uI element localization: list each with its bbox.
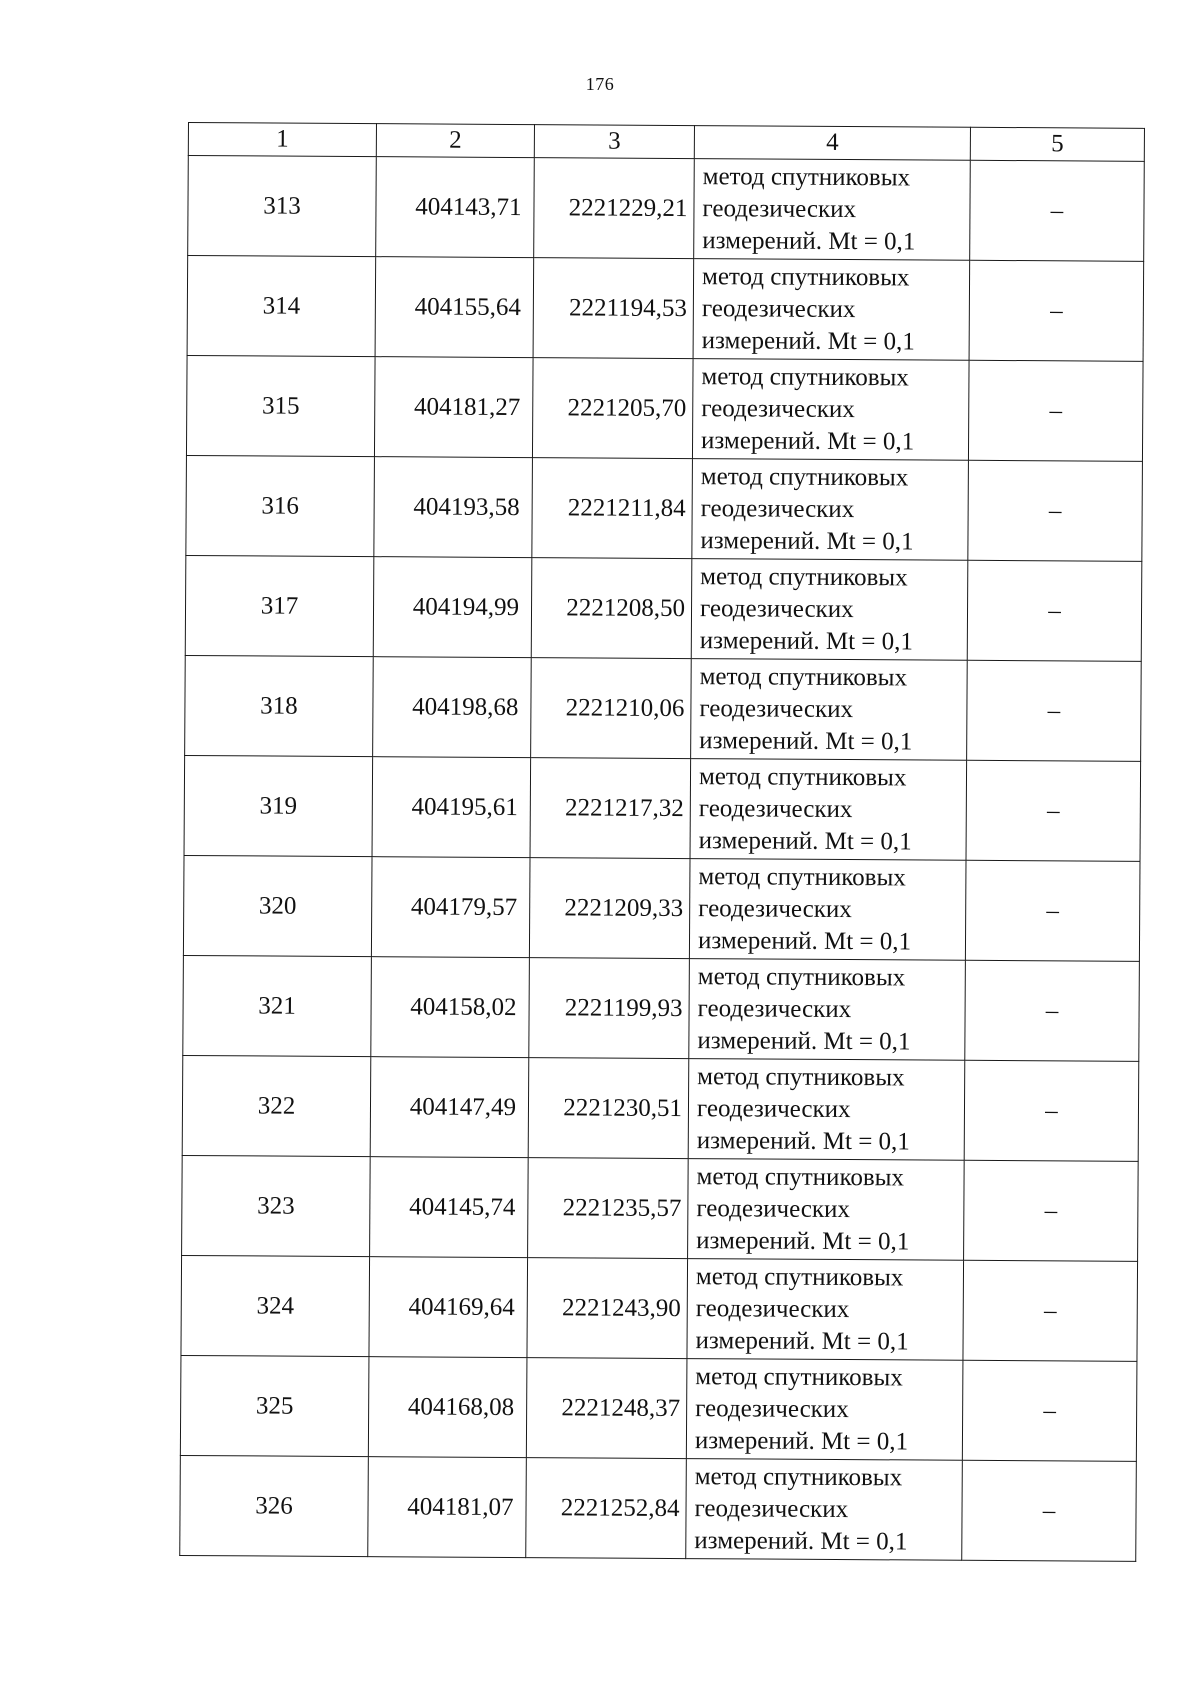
method-cell (688, 1059, 965, 1161)
coordinate-y-cell: 2221235,57 (528, 1158, 689, 1259)
table-body (180, 156, 1145, 1562)
coordinate-x-cell: 404168,08 (368, 1357, 527, 1458)
point-number-cell: 320 (183, 855, 372, 956)
method-line: измерений. Mt = 0,1 (694, 1426, 909, 1455)
method-line: геодезических (701, 294, 856, 323)
column-5-cell: – (966, 760, 1141, 861)
method-line: измерений. Mt = 0,1 (698, 826, 912, 855)
method-line: метод спутниковых (701, 362, 909, 391)
method-line: измерений. Mt = 0,1 (699, 626, 914, 655)
method-cell (691, 559, 968, 661)
coordinate-x-cell: 404181,07 (368, 1457, 527, 1558)
coordinate-y-cell: 2221217,32 (530, 758, 691, 859)
coordinate-x-cell: 404169,64 (369, 1257, 528, 1358)
column-5-cell: – (962, 1460, 1137, 1561)
point-number-cell: 316 (186, 455, 375, 556)
point-number-cell: 313 (188, 156, 377, 257)
method-line: измерений. Mt = 0,1 (700, 526, 914, 555)
coordinate-y-cell: 2221209,33 (529, 858, 690, 959)
coordinate-y-cell: 2221210,06 (531, 658, 692, 759)
column-5-cell: – (968, 460, 1143, 561)
coordinate-x-cell: 404147,49 (370, 1057, 529, 1158)
method-line: метод спутниковых (700, 562, 908, 591)
method-line: измерений. Mt = 0,1 (696, 1226, 910, 1255)
method-line: измерений. Mt = 0,1 (702, 226, 916, 255)
method-line: геодезических (699, 694, 854, 723)
coordinate-y-cell: 2221248,37 (526, 1358, 687, 1459)
table-row (184, 755, 1141, 861)
method-line: метод спутниковых (696, 1162, 905, 1191)
page-number: 176 (585, 74, 615, 94)
header-cell-5: 5 (970, 127, 1144, 161)
table-row (183, 855, 1140, 961)
method-cell (692, 359, 969, 461)
coordinate-x-cell: 404179,57 (371, 857, 530, 958)
column-5-cell: – (965, 860, 1140, 961)
coordinate-y-cell: 2221230,51 (528, 1058, 689, 1159)
coordinate-y-cell: 2221243,90 (527, 1258, 688, 1359)
coordinate-x-cell: 404145,74 (370, 1157, 529, 1258)
coordinate-x-cell: 404155,64 (375, 257, 534, 358)
method-line: измерений. Mt = 0,1 (695, 1326, 909, 1355)
method-cell (689, 959, 966, 1061)
method-cell (686, 1459, 963, 1561)
method-line: геодезических (700, 494, 855, 523)
header-cell-4: 4 (694, 126, 970, 161)
column-5-cell: – (968, 360, 1143, 461)
method-cell (694, 159, 971, 261)
method-line: метод спутниковых (698, 862, 906, 891)
method-line: геодезических (696, 1094, 851, 1123)
coordinate-y-cell: 2221208,50 (531, 558, 692, 659)
table-row (188, 156, 1145, 262)
method-line: геодезических (695, 1394, 849, 1423)
method-cell (687, 1259, 964, 1361)
column-5-cell: – (969, 260, 1144, 361)
point-number-cell: 321 (183, 955, 372, 1056)
header-cell-3: 3 (534, 125, 694, 159)
coordinate-y-cell: 2221194,53 (533, 258, 694, 359)
table-row (185, 555, 1142, 661)
table-row (186, 355, 1143, 461)
method-line: геодезических (694, 1494, 849, 1523)
method-line: измерений. Mt = 0,1 (697, 1026, 911, 1055)
method-line: метод спутниковых (699, 662, 908, 691)
column-5-cell: – (967, 560, 1142, 661)
coordinate-y-cell: 2221199,93 (529, 958, 690, 1059)
method-line: метод спутниковых (695, 1262, 904, 1291)
coordinate-y-cell: 2221211,84 (532, 458, 693, 559)
coordinate-x-cell: 404143,71 (376, 157, 535, 258)
method-line: метод спутниковых (697, 1062, 905, 1091)
coordinate-x-cell: 404158,02 (371, 957, 530, 1058)
table-row (182, 1055, 1139, 1161)
method-line: метод спутниковых (701, 262, 910, 291)
column-5-cell: – (964, 1160, 1139, 1261)
point-number-cell: 323 (182, 1155, 371, 1256)
column-5-cell: – (962, 1360, 1137, 1461)
method-line: геодезических (698, 794, 853, 823)
coordinate-y-cell: 2221229,21 (534, 158, 695, 259)
coordinates-table (179, 122, 1145, 1562)
column-5-cell: – (965, 960, 1140, 1061)
point-number-cell: 326 (180, 1455, 369, 1556)
method-line: измерений. Mt = 0,1 (697, 926, 912, 955)
method-cell (686, 1359, 963, 1461)
coordinate-x-cell: 404198,68 (373, 657, 532, 758)
method-cell (693, 259, 970, 361)
method-line: измерений. Mt = 0,1 (700, 426, 915, 455)
method-line: измерений. Mt = 0,1 (699, 726, 913, 755)
table-row (183, 955, 1140, 1061)
method-line: геодезических (699, 594, 854, 623)
method-cell (690, 759, 967, 861)
method-line: метод спутниковых (694, 1462, 903, 1491)
method-line: измерений. Mt = 0,1 (696, 1126, 910, 1155)
column-5-cell: – (964, 1060, 1139, 1161)
point-number-cell: 315 (186, 355, 375, 456)
method-line: измерений. Mt = 0,1 (701, 326, 915, 355)
table-row (182, 1155, 1139, 1261)
coordinate-x-cell: 404194,99 (373, 557, 532, 658)
coordinate-y-cell: 2221252,84 (526, 1458, 687, 1559)
point-number-cell: 324 (181, 1255, 370, 1356)
method-cell (688, 1159, 965, 1261)
method-cell (692, 459, 969, 561)
method-line: метод спутниковых (700, 462, 909, 491)
method-line: метод спутниковых (702, 162, 911, 191)
coordinate-x-cell: 404195,61 (372, 757, 531, 858)
point-number-cell: 325 (180, 1355, 369, 1456)
table-row (180, 1455, 1137, 1561)
column-5-cell: – (970, 160, 1145, 261)
coordinate-y-cell: 2221205,70 (532, 358, 693, 459)
column-5-cell: – (963, 1260, 1138, 1361)
method-line: геодезических (695, 1294, 850, 1323)
point-number-cell: 318 (185, 655, 374, 756)
table-row (180, 1355, 1137, 1461)
method-line: геодезических (698, 894, 852, 923)
table-row (187, 256, 1144, 362)
header-cell-2: 2 (376, 124, 534, 158)
table-row (185, 655, 1142, 761)
method-line: метод спутниковых (697, 962, 906, 991)
method-cell (689, 859, 966, 961)
table-row (181, 1255, 1138, 1361)
method-line: геодезических (701, 394, 855, 423)
method-line: измерений. Mt = 0,1 (694, 1526, 908, 1555)
method-line: геодезических (697, 994, 852, 1023)
point-number-cell: 319 (184, 755, 373, 856)
coordinate-x-cell: 404193,58 (374, 457, 533, 558)
coordinate-x-cell: 404181,27 (374, 357, 533, 458)
table-row (186, 455, 1143, 561)
method-line: метод спутниковых (698, 762, 907, 791)
point-number-cell: 322 (182, 1055, 371, 1156)
header-cell-1: 1 (188, 123, 376, 157)
method-cell (691, 659, 968, 761)
method-line: геодезических (696, 1194, 851, 1223)
column-5-cell: – (967, 660, 1142, 761)
method-line: метод спутниковых (695, 1362, 903, 1391)
method-line: геодезических (702, 194, 857, 223)
point-number-cell: 317 (185, 555, 374, 656)
point-number-cell: 314 (187, 256, 376, 357)
